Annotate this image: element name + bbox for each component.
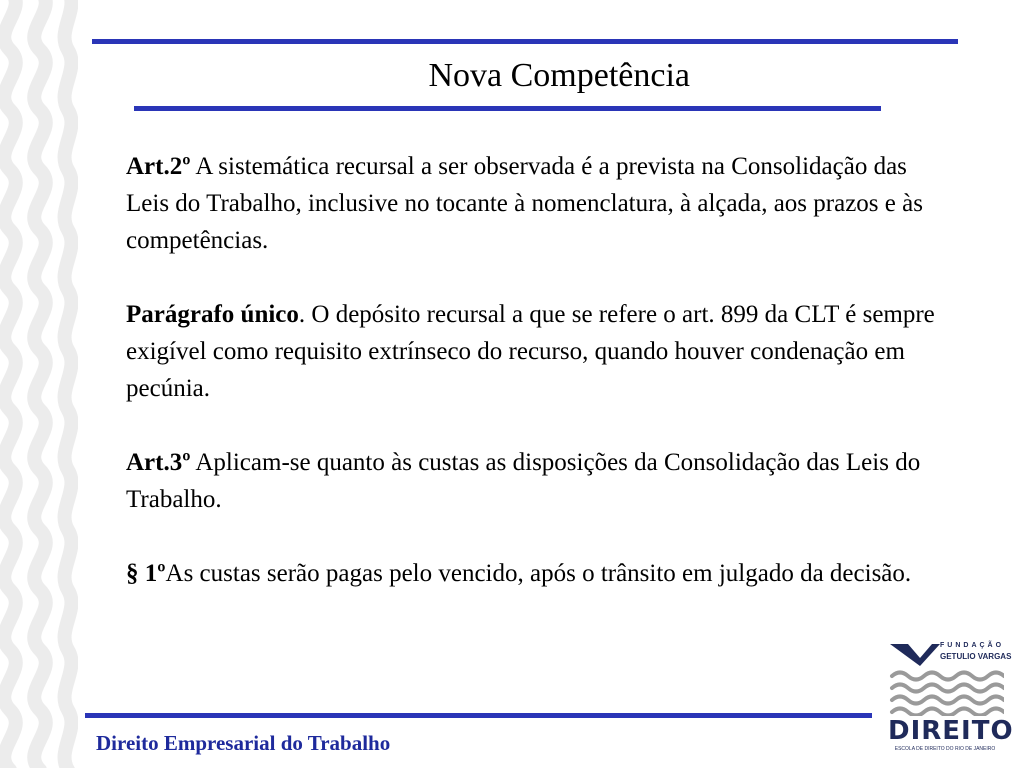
fgv-direito-logo [886, 640, 1014, 758]
logo-school-text: ESCOLA DE DIREITO DO RIO DE JANEIRO [894, 746, 996, 752]
title-underline-rule [134, 106, 881, 111]
logo-fundacao-text: FUNDAÇÃO [940, 642, 1005, 649]
decorative-wave-strip [0, 0, 78, 768]
paragraph-text: . O depósito recursal a que se refere o art. 899 da CLT é sempre exigível como requisito extrínseco do recurso, quando houver condenação em pecúnia. [126, 301, 935, 402]
footer-rule [85, 713, 872, 718]
paragraph-text: As custas serão pagas pelo vencido, após o trânsito em julgado da decisão. [165, 560, 912, 587]
paragraph-text: A sistemática recursal a ser observada é a prevista na Consolidação das Leis do Trabalho, inclusive no tocante à nomenclatura, à alçada, aos prazos e às competências. [126, 153, 923, 254]
paragraph-section-1 [126, 555, 946, 592]
logo-fgv-text: GETULIO VARGAS [940, 652, 1012, 661]
slide-title: Nova Competência [428, 57, 690, 94]
paragraph-art-3 [126, 444, 946, 518]
paragraph-heading: § 1º [126, 560, 166, 587]
paragraph-text: Aplicam-se quanto às custas as disposições da Consolidação das Leis do Trabalho. [126, 449, 921, 513]
paragraph-unico [126, 296, 946, 407]
footer-title: Direito Empresarial do Trabalho [96, 731, 391, 755]
paragraph-heading: Parágrafo único [126, 301, 299, 328]
paragraph-heading: Art.2º [126, 153, 191, 180]
top-rule [92, 39, 958, 44]
paragraph-art-2 [126, 148, 946, 259]
logo-direito-text: DIREITO [888, 716, 1014, 746]
paragraph-heading: Art.3º [126, 449, 191, 476]
slide-body [126, 148, 946, 629]
